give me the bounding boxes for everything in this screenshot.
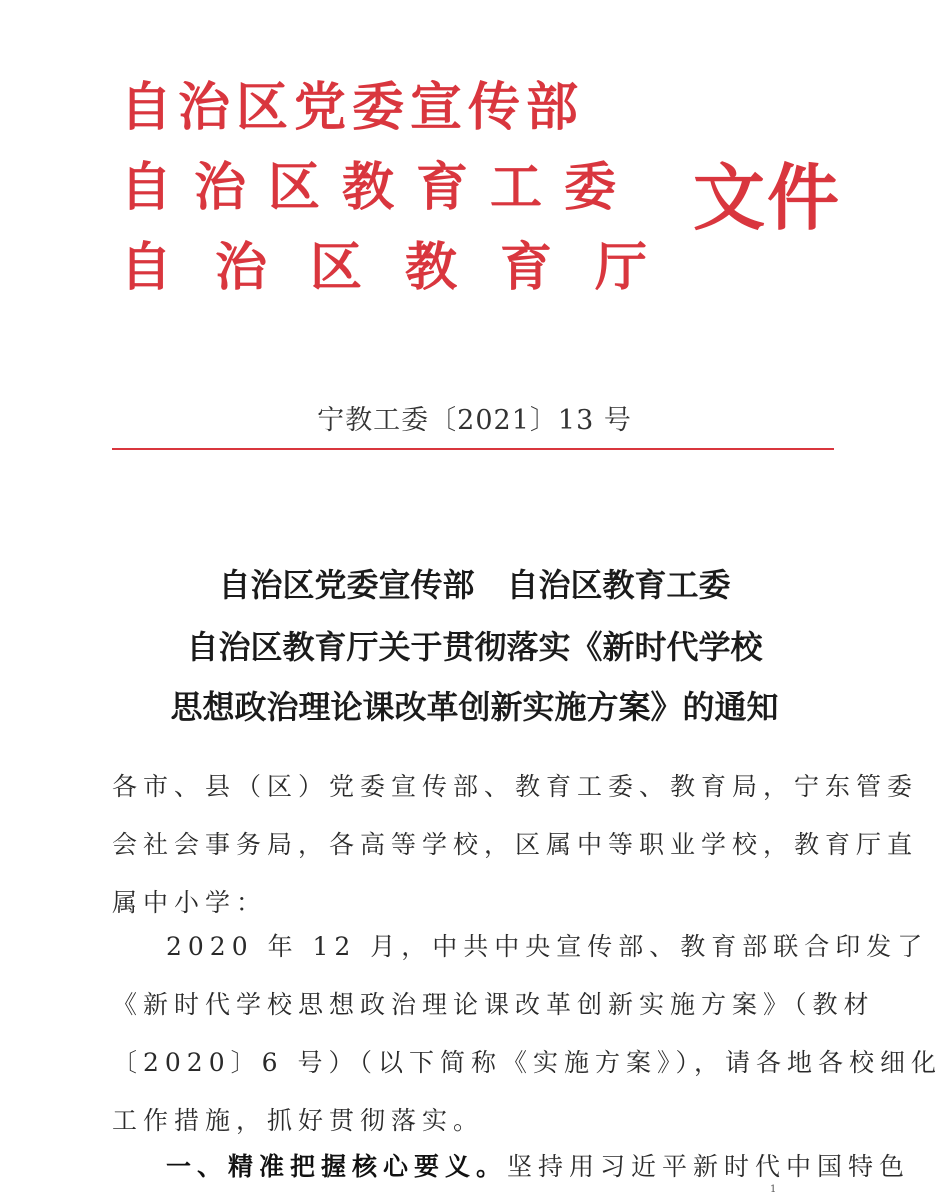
document-type-label: 文件 [693, 156, 842, 240]
section-line [112, 1138, 911, 1196]
issuer-name: 自治区党委宣传部 [120, 78, 585, 138]
recipients-line: 会社会事务局，各高等学校，区属中等职业学校，教育厅直 [112, 830, 919, 859]
section-heading: 一、精准把握核心要义。 [166, 1152, 508, 1181]
page-number: 1 [770, 1184, 777, 1195]
document-number: 宁教工委〔2021〕13 号 [317, 405, 632, 436]
recipients-line: 属中小学： [112, 888, 268, 917]
issuer-name: 自治区教育厅 [120, 238, 691, 298]
body-line: 2020 年 12 月，中共中央宣传部、教育部联合印发了 [166, 932, 929, 961]
document-title-line: 思想政治理论课改革创新实施方案》的通知 [170, 688, 779, 726]
body-paragraph [112, 918, 942, 1150]
body-line: 《新时代学校思想政治理论课改革创新实施方案》（教材 [112, 990, 875, 1019]
recipients-paragraph [112, 758, 919, 932]
recipients-line: 各市、县（区）党委宣传部、教育工委、教育局，宁东管委 [112, 772, 919, 801]
body-line: 工作措施，抓好贯彻落实。 [112, 1106, 485, 1135]
document-title-line: 自治区教育厅关于贯彻落实《新时代学校 [186, 628, 763, 666]
section-paragraph [112, 1138, 911, 1196]
section-text: 坚持用习近平新时代中国特色 [507, 1152, 911, 1181]
document-title-line: 自治区党委宣传部 自治区教育工委 [218, 566, 731, 604]
issuer-name: 自治区教育工委 [120, 158, 639, 218]
body-line: 〔2020〕6 号）（以下简称《实施方案》），请各地各校细化 [112, 1048, 942, 1077]
red-divider [112, 448, 834, 450]
